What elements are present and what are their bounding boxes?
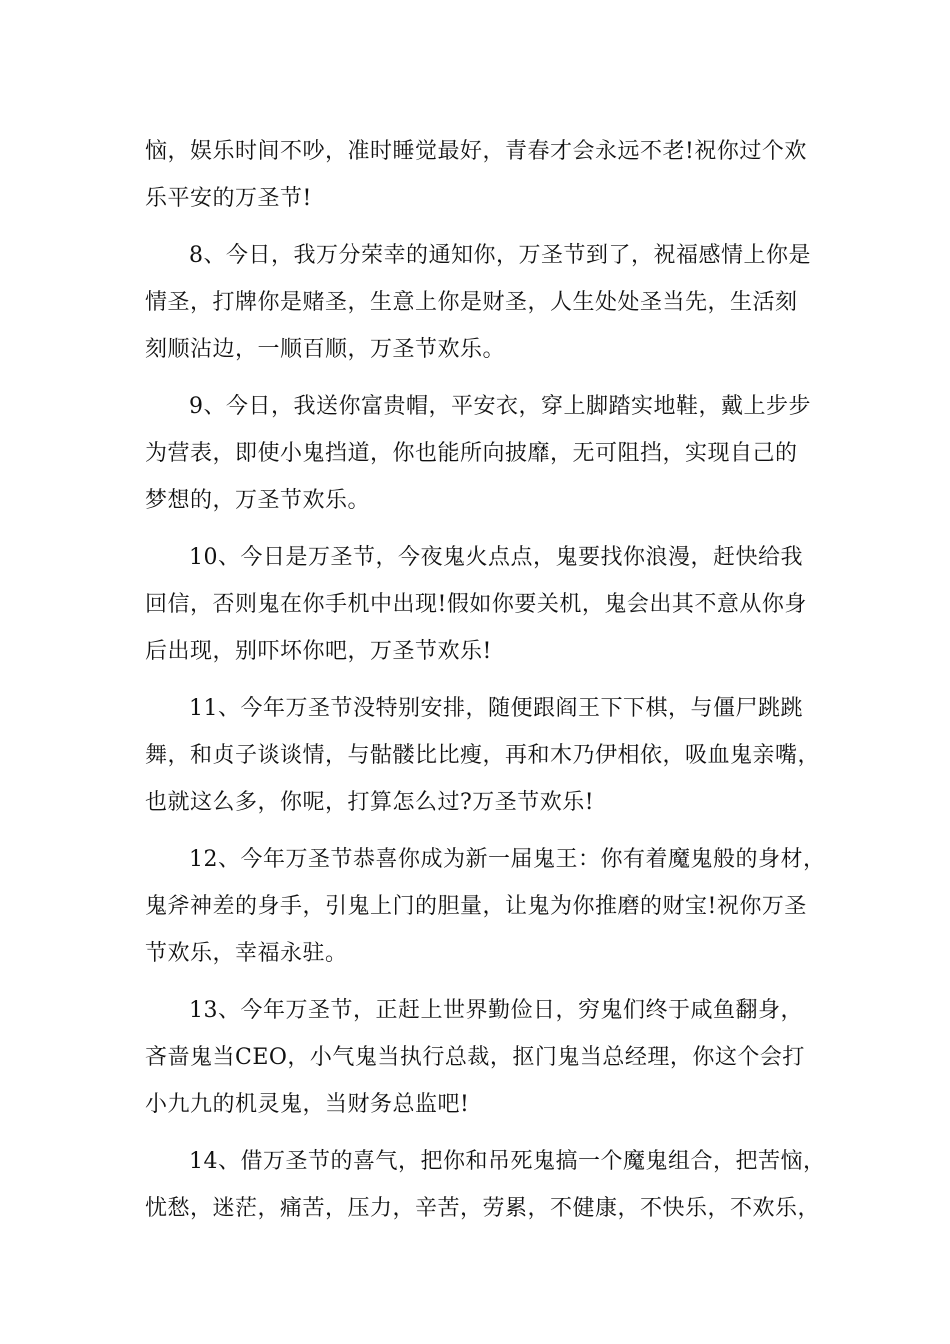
- text-line: 节欢乐，幸福永驻。: [145, 941, 348, 966]
- text-line: 后出现，别吓坏你吧，万圣节欢乐!: [145, 639, 492, 664]
- paragraph-8: [145, 232, 835, 373]
- paragraph-14: [145, 1138, 835, 1232]
- paragraph-12: [145, 836, 835, 977]
- text-line: 恼，娱乐时间不吵，准时睡觉最好，青春才会永远不老!祝你过个欢: [145, 139, 807, 164]
- paragraph-9: [145, 383, 835, 524]
- text-line: 8、今日，我万分荣幸的通知你，万圣节到了，祝福感情上你是: [189, 243, 811, 268]
- text-line: 为营表，即使小鬼挡道，你也能所向披靡，无可阻挡，实现自己的: [145, 441, 798, 466]
- text-line: 小九九的机灵鬼，当财务总监吧!: [145, 1092, 470, 1117]
- text-line: 11、今年万圣节没特别安排，随便跟阎王下下棋，与僵尸跳跳: [189, 696, 803, 721]
- text-line: 12、今年万圣节恭喜你成为新一届鬼王：你有着魔鬼般的身材，: [189, 847, 826, 872]
- text-line: 10、今日是万圣节，今夜鬼火点点，鬼要找你浪漫，赶快给我: [189, 545, 803, 570]
- text-line: 梦想的，万圣节欢乐。: [145, 488, 371, 513]
- text-line: 13、今年万圣节，正赶上世界勤俭日，穷鬼们终于咸鱼翻身，: [189, 998, 803, 1023]
- paragraph-11: [145, 685, 835, 826]
- text-line: 忧愁，迷茫，痛苦，压力，辛苦，劳累，不健康，不快乐，不欢乐，: [145, 1196, 821, 1221]
- text-line: 舞，和贞子谈谈情，与骷髅比比瘦，再和木乃伊相依，吸血鬼亲嘴，: [145, 743, 821, 768]
- document-body: [145, 128, 835, 1242]
- text-line: 回信，否则鬼在你手机中出现!假如你要关机，鬼会出其不意从你身: [145, 592, 807, 617]
- text-line: 情圣，打牌你是赌圣，生意上你是财圣，人生处处圣当先，生活刻: [145, 290, 798, 315]
- text-line: 刻顺沾边，一顺百顺，万圣节欢乐。: [145, 337, 506, 362]
- text-line: 鬼斧神差的身手，引鬼上门的胆量，让鬼为你推磨的财宝!祝你万圣: [145, 894, 807, 919]
- text-line: 14、借万圣节的喜气，把你和吊死鬼搞一个魔鬼组合，把苦恼，: [189, 1149, 826, 1174]
- paragraph-10: [145, 534, 835, 675]
- text-line: 吝啬鬼当CEO，小气鬼当执行总裁，抠门鬼当总经理，你这个会打: [145, 1045, 805, 1070]
- text-line: 9、今日，我送你富贵帽，平安衣，穿上脚踏实地鞋，戴上步步: [189, 394, 811, 419]
- paragraph-13: [145, 987, 835, 1128]
- text-line: 也就这么多，你呢，打算怎么过?万圣节欢乐!: [145, 790, 595, 815]
- text-line: 乐平安的万圣节!: [145, 186, 312, 211]
- paragraph-7-continued: [145, 128, 835, 222]
